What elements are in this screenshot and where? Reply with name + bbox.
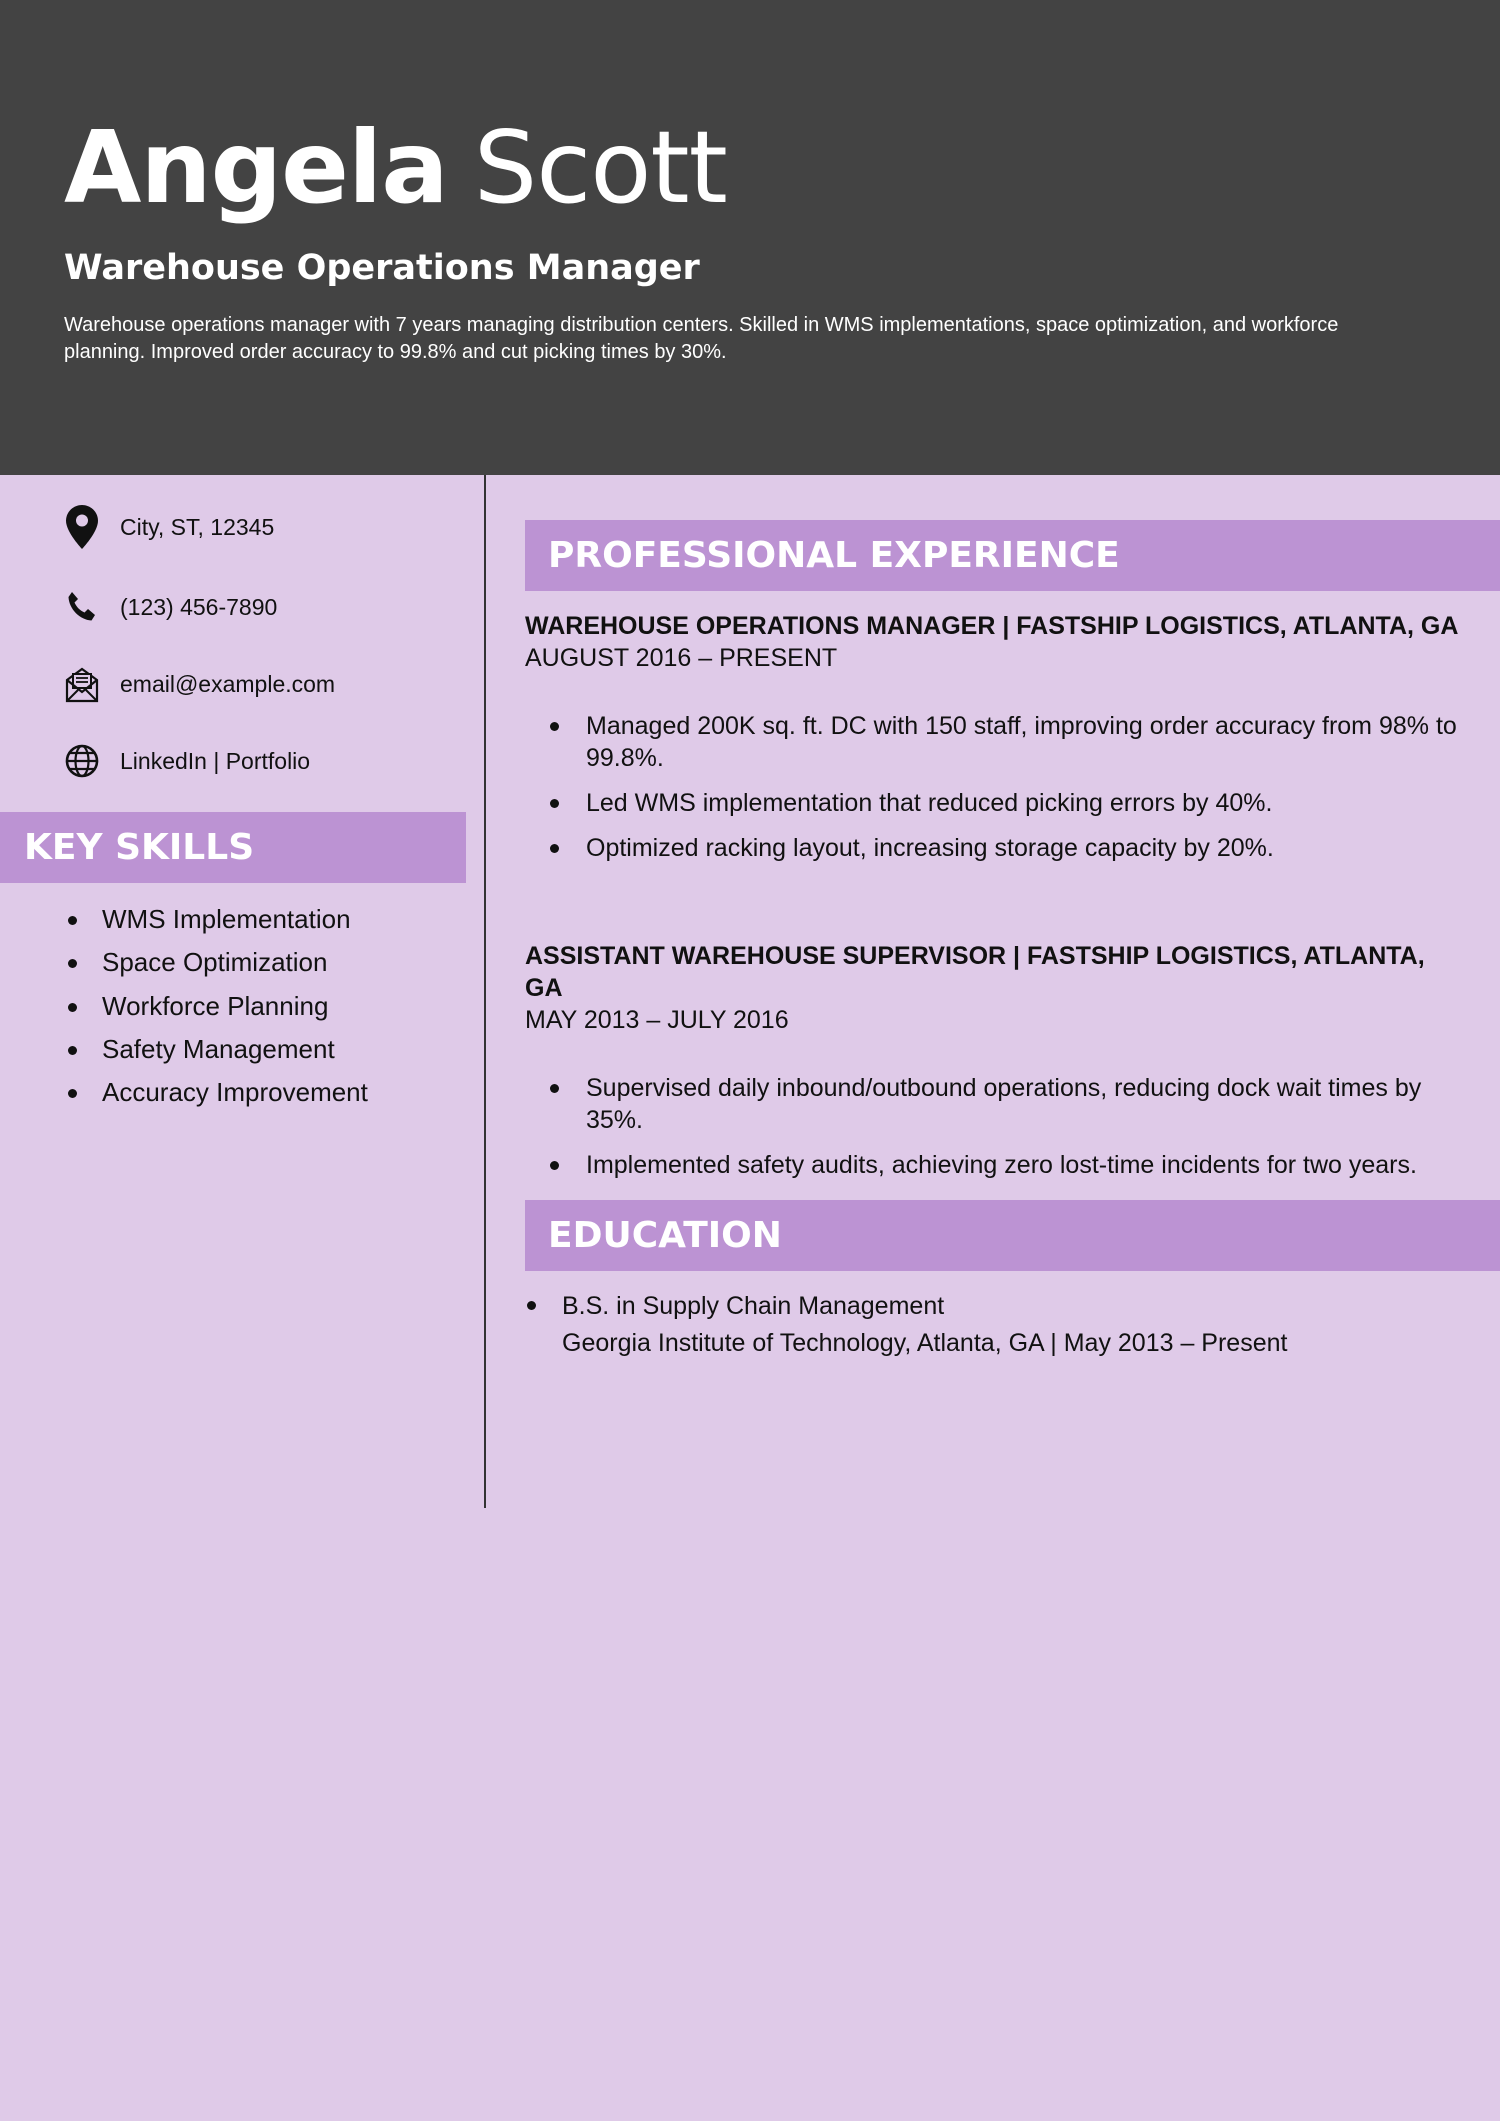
contact-links	[64, 736, 310, 786]
skills-heading: KEY SKILLS	[0, 812, 466, 883]
resume-header	[0, 0, 1500, 475]
skill-item: Safety Management	[64, 1028, 368, 1071]
job-bullets	[525, 710, 1465, 864]
job-bullet: Optimized racking layout, increasing storage capacity by 20%.	[525, 832, 1465, 864]
job-bullet: Led WMS implementation that reduced picking errors by 40%.	[525, 787, 1465, 819]
contact-phone	[64, 582, 277, 632]
job-entry-2	[525, 940, 1465, 1194]
job-bullets	[525, 1072, 1465, 1181]
education-entry	[525, 1288, 1465, 1362]
school: Georgia Institute of Technology, Atlanta, GA | May 2013 – Present	[562, 1329, 1288, 1357]
experience-heading: PROFESSIONAL EXPERIENCE	[525, 520, 1500, 591]
candidate-name	[64, 108, 727, 228]
job-bullet: Supervised daily inbound/outbound operations, reducing dock wait times by 35%.	[525, 1072, 1465, 1136]
location-pin-icon	[64, 505, 100, 549]
skills-list	[64, 898, 368, 1114]
job-heading: ASSISTANT WAREHOUSE SUPERVISOR | FASTSHIP LOGISTICS, ATLANTA, GA	[525, 942, 1425, 1002]
job-dates: MAY 2013 – JULY 2016	[525, 1006, 789, 1034]
summary: Warehouse operations manager with 7 years managing distribution centers. Skilled in WMS implementations, space optimization, and workforce planning. Improved order accuracy to 99.8% and cut picking times by 30%.	[64, 314, 1339, 363]
envelope-icon	[64, 662, 100, 706]
job-entry-1	[525, 610, 1465, 877]
skill-item: Workforce Planning	[64, 985, 368, 1028]
address-text: City, ST, 12345	[120, 514, 275, 540]
job-bullet: Implemented safety audits, achieving zero lost-time incidents for two years.	[525, 1149, 1465, 1181]
degree: B.S. in Supply Chain Management	[562, 1292, 945, 1320]
contact-address	[64, 502, 274, 552]
skill-item: Accuracy Improvement	[64, 1071, 368, 1114]
job-title: Warehouse Operations Manager	[64, 248, 700, 288]
job-heading: WAREHOUSE OPERATIONS MANAGER | FASTSHIP LOGISTICS, ATLANTA, GA	[525, 612, 1459, 640]
links-text[interactable]: LinkedIn | Portfolio	[120, 748, 311, 774]
email-text[interactable]: email@example.com	[120, 671, 336, 697]
job-dates: AUGUST 2016 – PRESENT	[525, 644, 838, 672]
phone-text[interactable]: (123) 456-7890	[120, 594, 278, 620]
contact-email	[64, 659, 335, 709]
globe-icon	[64, 739, 100, 783]
education-bullet	[527, 1301, 536, 1310]
column-divider	[484, 475, 486, 1508]
education-heading: EDUCATION	[525, 1200, 1500, 1271]
skill-item: Space Optimization	[64, 941, 368, 984]
phone-icon	[64, 585, 100, 629]
skill-item: WMS Implementation	[64, 898, 368, 941]
job-bullet: Managed 200K sq. ft. DC with 150 staff, improving order accuracy from 98% to 99.8%.	[525, 710, 1465, 774]
last-name: Scott	[473, 109, 727, 226]
first-name: Angela	[64, 109, 448, 226]
